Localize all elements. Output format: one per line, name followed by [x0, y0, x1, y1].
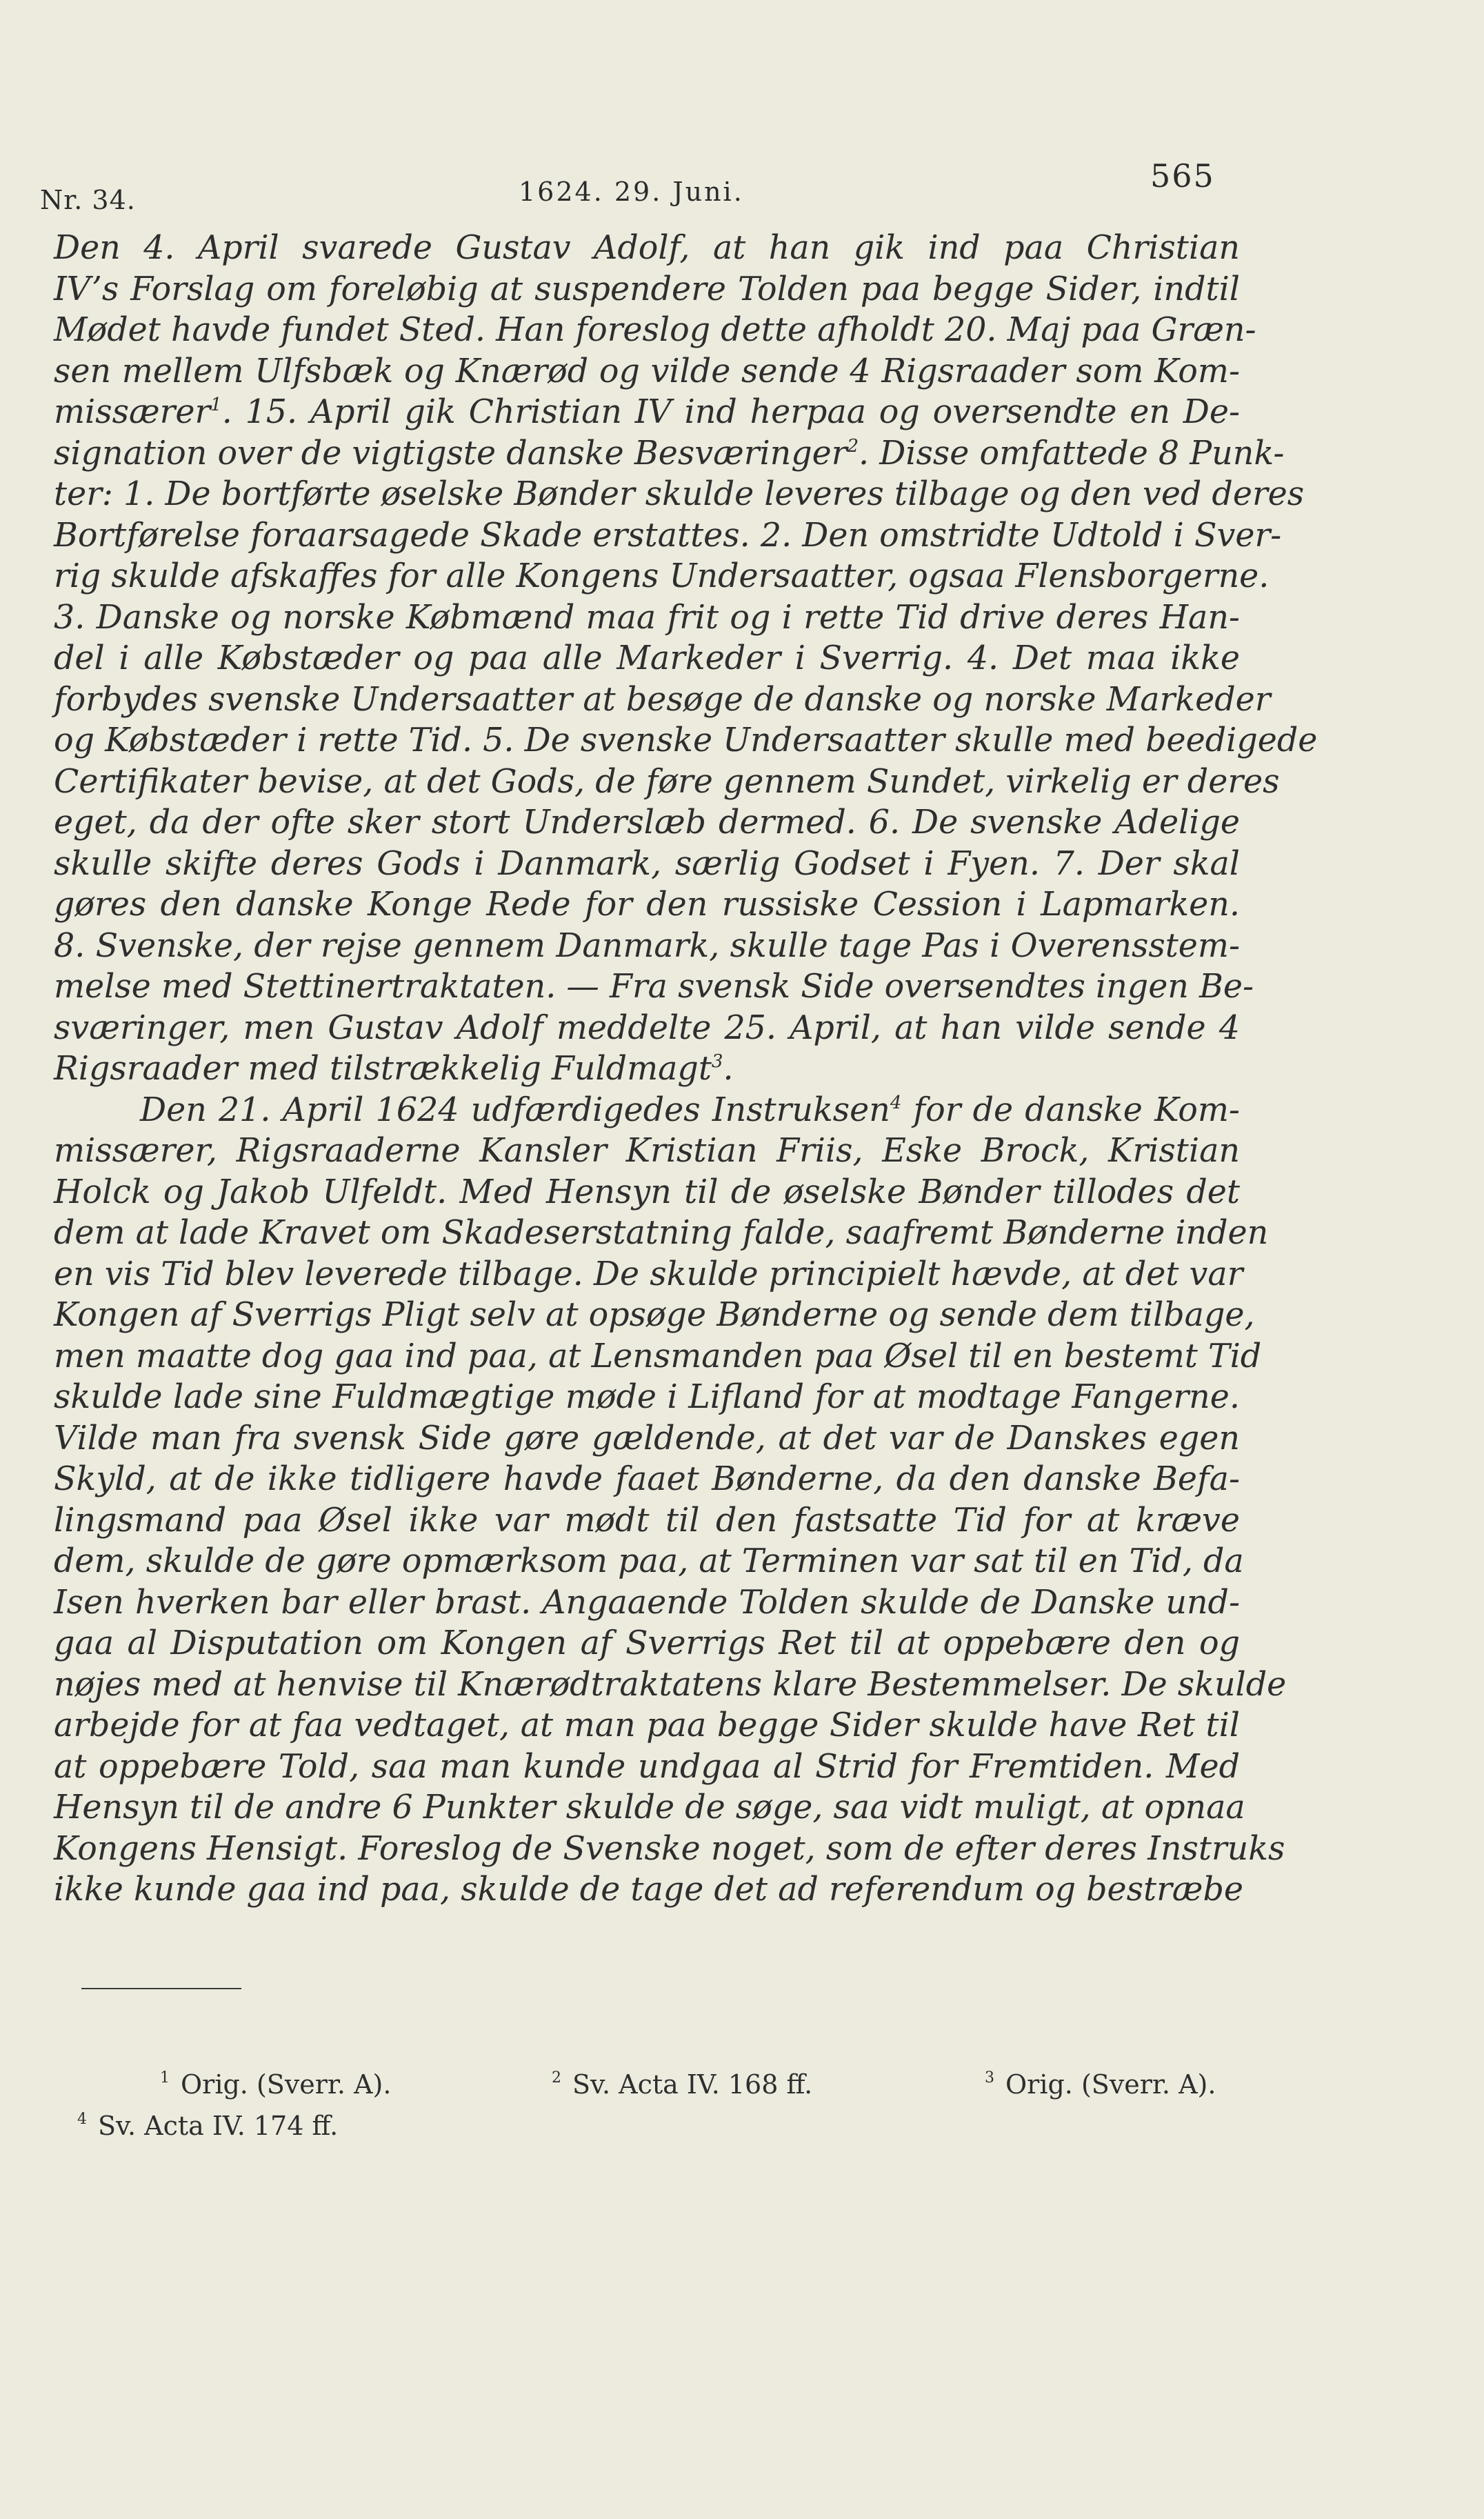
footnote [160, 2069, 391, 2100]
text-line: missærer$^1$. 15. April gik Christian IV ind herpaa og oversendte en De- [54, 393, 1240, 431]
footnote [77, 2111, 338, 2141]
footnote-divider [81, 1988, 241, 1989]
text-line: ter: 1. De bortførte øselske Bønder skulde leveres tilbage og den ved deres [54, 475, 1305, 513]
text-line: skulle skifte deres Gods i Danmark, særlig Godset i Fyen. 7. Der skal [54, 844, 1240, 883]
text-line: og Købstæder i rette Tid. 5. De svenske Undersaatter skulle med beedigede [54, 721, 1318, 759]
text-line: men maatte dog gaa ind paa, at Lensmanden paa Øsel til en bestemt Tid [54, 1337, 1262, 1375]
footnote-mark: 2 [552, 2069, 561, 2087]
text-line: Mødet havde fundet Sted. Han foreslog dette afholdt 20. Maj paa Græn- [54, 311, 1256, 349]
footnote-text: Orig. (Sverr. A). [181, 2069, 392, 2100]
footnote [985, 2069, 1216, 2100]
document-date: 1624. 29. Juni. [519, 177, 744, 207]
text-line: IV’s Forslag om foreløbig at suspendere Tolden paa begge Sider, indtil [54, 270, 1240, 308]
text-line: melse med Stettinertraktaten. — Fra svensk Side oversendtes ingen Be- [54, 968, 1254, 1006]
text-line: Den 21. April 1624 udfærdigedes Instruksen$^4$ for de danske Kom- [140, 1091, 1240, 1129]
text-line: Vilde man fra svensk Side gøre gældende, at det var de Danskes egen [54, 1419, 1240, 1457]
text-line: Skyld, at de ikke tidligere havde faaet Bønderne, da den danske Befa- [54, 1460, 1240, 1498]
text-line: lingsmand paa Øsel ikke var mødt til den fastsatte Tid for at kræve [54, 1501, 1240, 1540]
text-line: Holck og Jakob Ulfeldt. Med Hensyn til de øselske Bønder tillodes det [54, 1173, 1240, 1211]
footnote-text: Orig. (Sverr. A). [1005, 2069, 1216, 2100]
document-number: Nr. 34. [40, 185, 136, 215]
text-line: forbydes svenske Undersaatter at besøge de danske og norske Markeder [54, 680, 1271, 719]
footnote [552, 2069, 812, 2100]
text-line: Kongen af Sverrigs Pligt selv at opsøge Bønderne og sende dem tilbage, [54, 1296, 1255, 1334]
footnote-ref: 3 [711, 1051, 723, 1072]
footnote-mark: 3 [985, 2069, 994, 2087]
text-line: at oppebære Told, saa man kunde undgaa al Strid for Fremtiden. Med [54, 1747, 1240, 1786]
text-line: Den 4. April svarede Gustav Adolf, at han gik ind paa Christian [54, 229, 1240, 267]
text-line: gøres den danske Konge Rede for den russiske Cession i Lapmarken. [54, 886, 1240, 924]
text-line: rig skulde afskaffes for alle Kongens Undersaatter, ogsaa Flensborgerne. [54, 557, 1270, 595]
page-header [0, 0, 1484, 221]
text-line: arbejde for at faa vedtaget, at man paa begge Sider skulde have Ret til [54, 1706, 1240, 1744]
text-line: Certifikater bevise, at det Gods, de føre gennem Sundet, virkelig er deres [54, 762, 1280, 801]
text-line: Bortførelse foraarsagede Skade erstattes. 2. Den omstridte Udtold i Sver- [54, 516, 1282, 555]
text-line: del i alle Købstæder og paa alle Markeder i Sverrig. 4. Det maa ikke [54, 639, 1240, 677]
text-line: dem at lade Kravet om Skadeserstatning falde, saafremt Bønderne inden [54, 1214, 1269, 1252]
main-text [54, 228, 1318, 1911]
footnote-ref: 1 [210, 395, 222, 415]
footnote-ref: 2 [847, 435, 859, 457]
text-line: ikke kunde gaa ind paa, skulde de tage det ad referendum og bestræbe [54, 1871, 1243, 1909]
text-line: skulde lade sine Fuldmægtige møde i Lifland for at modtage Fangerne. [54, 1378, 1240, 1416]
text-line: en vis Tid blev leverede tilbage. De skulde principielt hævde, at det var [54, 1255, 1243, 1293]
text-line: Rigsraader med tilstrækkelig Fuldmagt$^3$. [54, 1050, 734, 1088]
text-line: Isen hverken bar eller brast. Angaaende Tolden skulde de Danske und- [54, 1583, 1240, 1622]
footnote-text: Sv. Acta IV. 168 ff. [572, 2069, 813, 2100]
text-line: gaa al Disputation om Kongen af Sverrigs Ret til at oppebære den og [54, 1624, 1240, 1662]
text-line: missærer, Rigsraaderne Kansler Kristian Friis, Eske Brock, Kristian [54, 1132, 1240, 1170]
footnote-mark: 4 [77, 2111, 87, 2128]
text-line: sen mellem Ulfsbæk og Knærød og vilde sende 4 Rigsraader som Kom- [54, 352, 1240, 390]
text-line: 8. Svenske, der rejse gennem Danmark, skulle tage Pas i Overensstem- [54, 926, 1240, 965]
text-line: eget, da der ofte sker stort Underslæb dermed. 6. De svenske Adelige [54, 804, 1240, 842]
text-line: nøjes med at henvise til Knærødtraktatens klare Bestemmelser. De skulde [54, 1665, 1287, 1704]
text-line: 3. Danske og norske Købmænd maa frit og i rette Tid drive deres Han- [54, 598, 1240, 637]
text-line: Hensyn til de andre 6 Punkter skulde de søge, saa vidt muligt, at opnaa [54, 1789, 1245, 1826]
page-number: 565 [1150, 157, 1215, 195]
footnote-text: Sv. Acta IV. 174 ff. [98, 2111, 339, 2141]
text-line: dem, skulde de gøre opmærksom paa, at Terminen var sat til en Tid, da [54, 1542, 1244, 1580]
footnote-ref: 4 [890, 1092, 902, 1113]
footnote-mark: 1 [160, 2069, 170, 2087]
text-line: sværinger, men Gustav Adolf meddelte 25. April, at han vilde sende 4 [54, 1008, 1240, 1047]
text-line: signation over de vigtigste danske Besværinger$^2$. Disse omfattede 8 Punk- [54, 434, 1285, 472]
text-line: Kongens Hensigt. Foreslog de Svenske noget, som de efter deres Instruks [54, 1829, 1285, 1868]
